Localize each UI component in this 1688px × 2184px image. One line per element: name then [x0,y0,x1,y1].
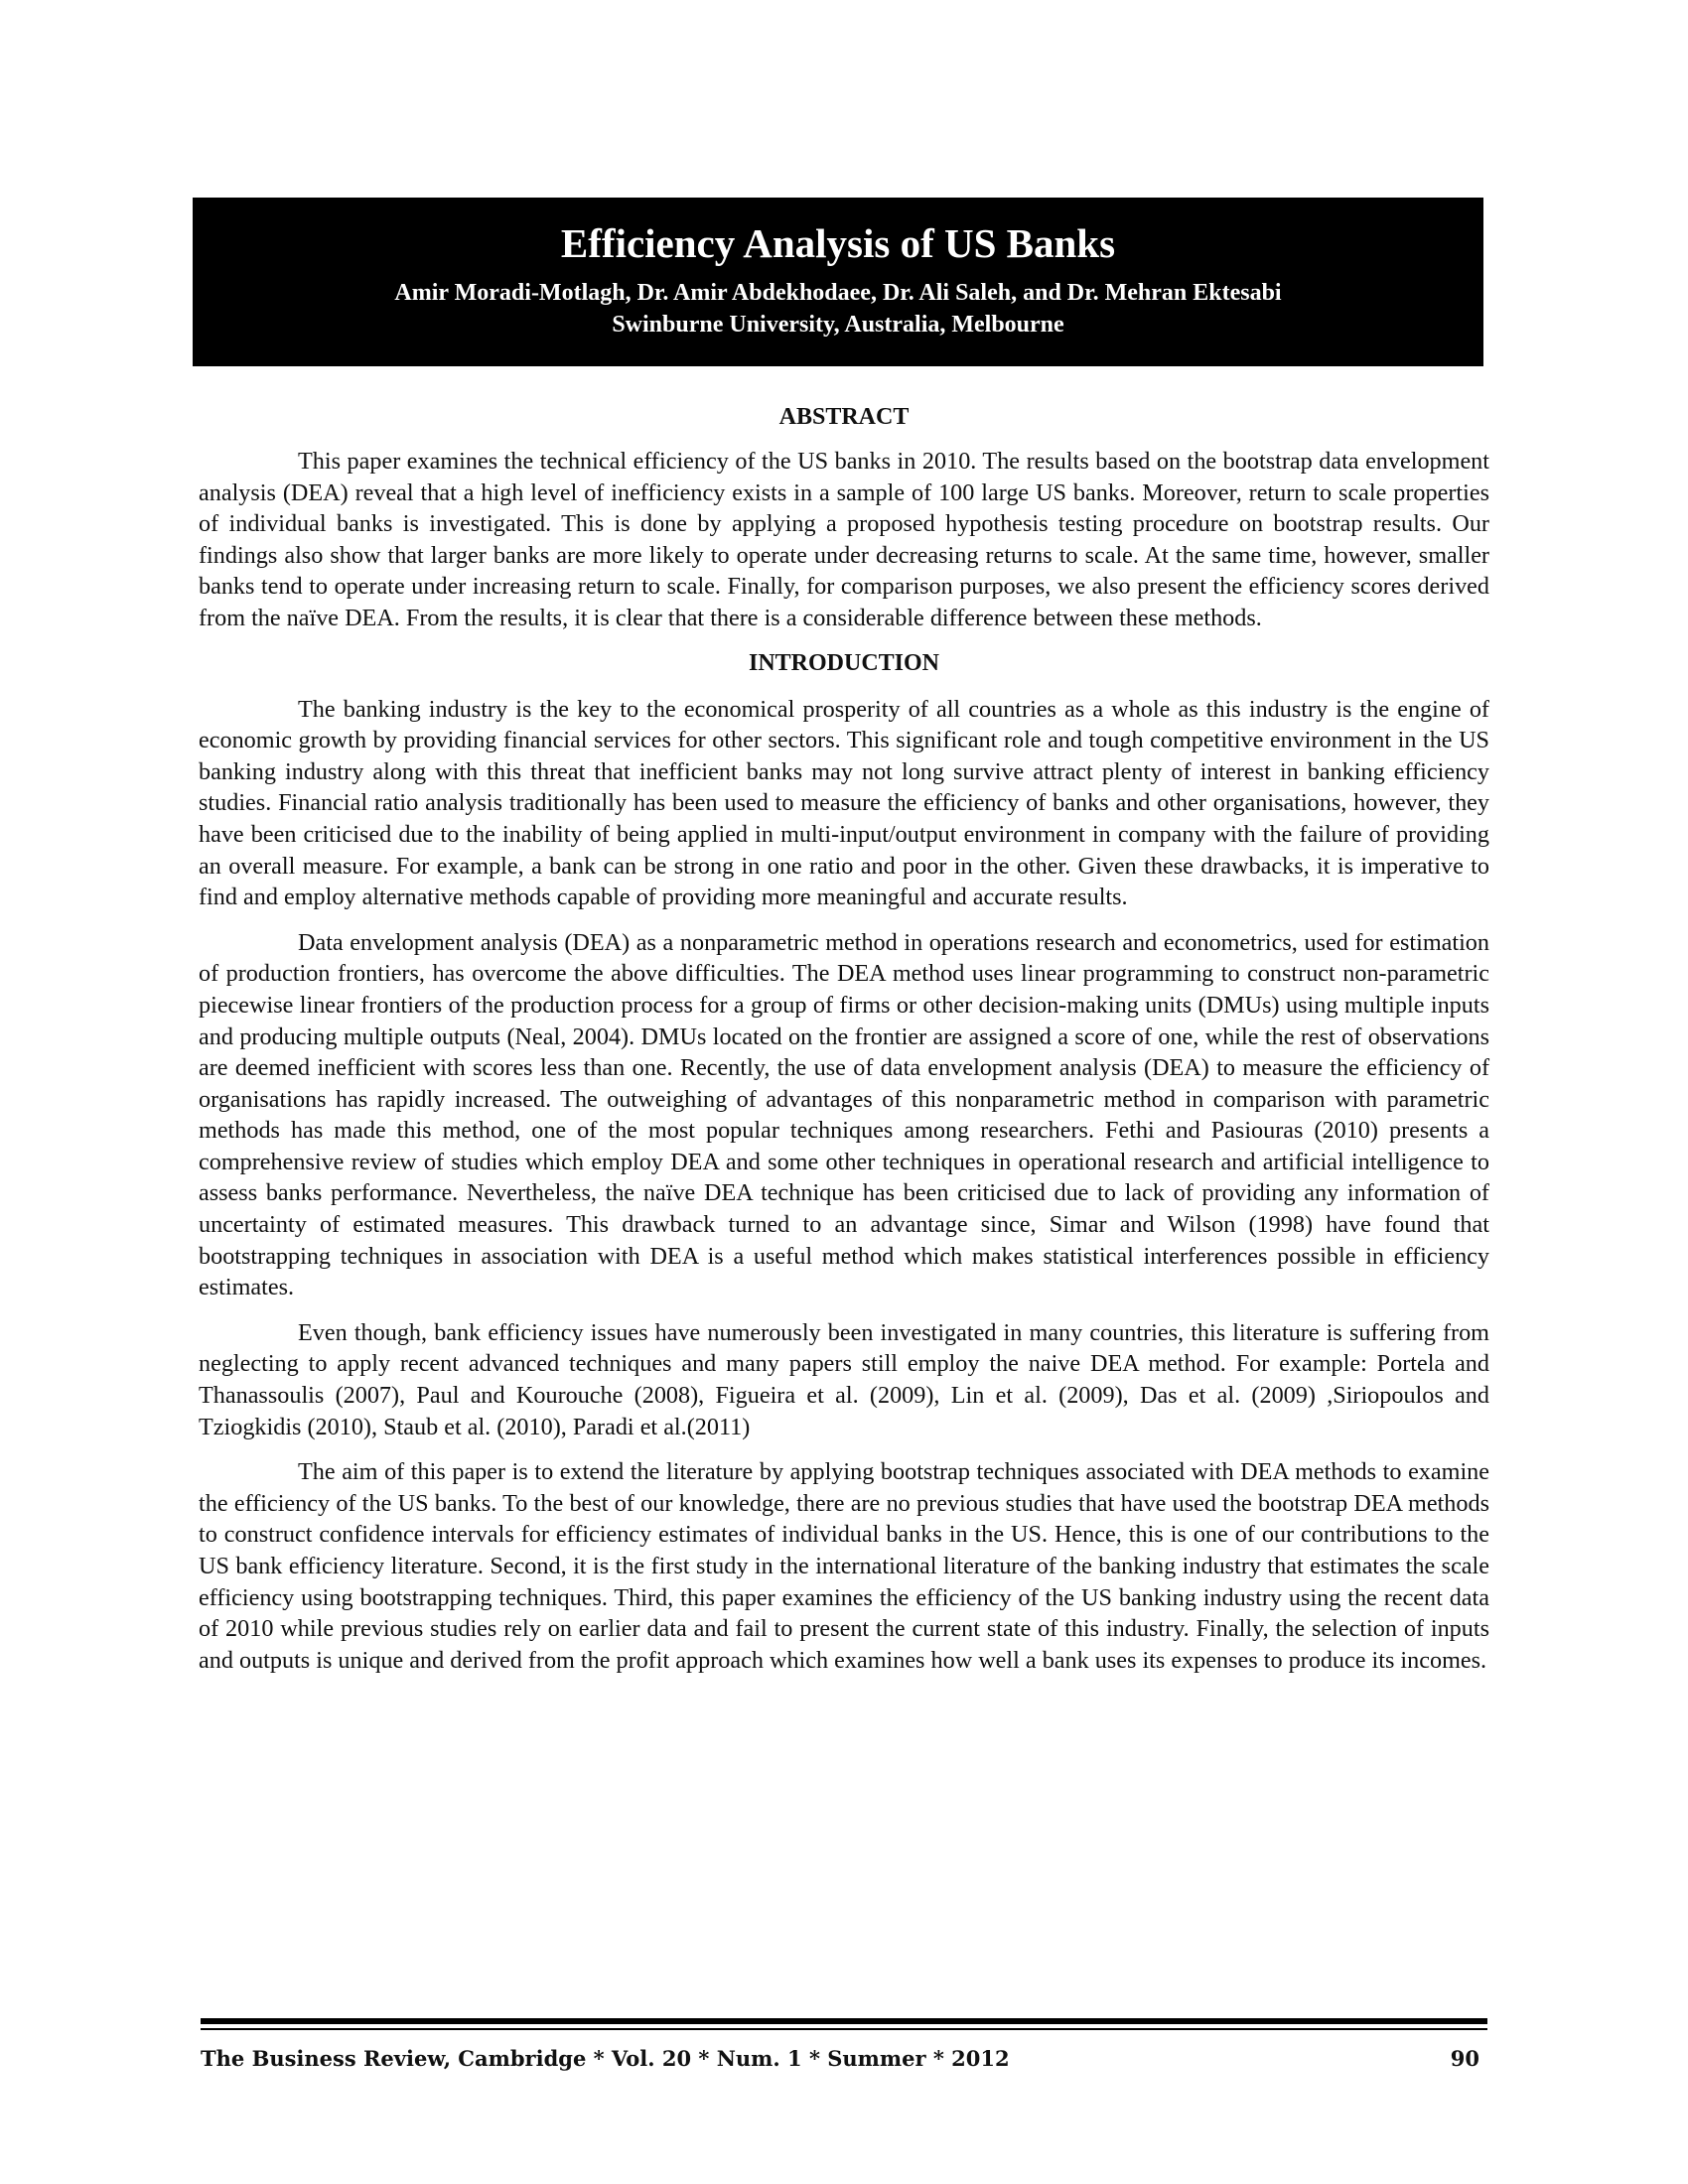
page-number: 90 [1450,2046,1479,2071]
article-body [199,402,1489,1676]
intro-paragraph-2: Data envelopment analysis (DEA) as a nonparametric method in operations research and econometrics, used for estimation of production frontiers, has overcome the above difficulties. The DEA method uses linear programming to construct non-parametric piecewise linear frontiers of the production process for a group of firms or other decision-making units (DMUs) using multiple inputs and producing multiple outputs (Neal, 2004). DMUs located on the frontier are assigned a score of one, while the rest of observations are deemed inefficient with scores less than one. Recently, the use of data envelopment analysis (DEA) to measure the efficiency of organisations has rapidly increased. The outweighing of advantages of this nonparametric method in comparison with parametric methods has made this method, one of the most popular techniques among researchers. Fethi and Pasiouras (2010) presents a comprehensive review of studies which employ DEA and some other techniques in operational research and artificial intelligence to assess banks performance. Nevertheless, the naïve DEA technique has been criticised due to lack of providing any information of uncertainty of estimated measures. This drawback turned to an advantage since, Simar and Wilson (1998) have found that bootstrapping techniques in association with DEA is a useful method which makes statistical interferences possible in efficiency estimates. [199,928,1489,1301]
footer-rule-thin [201,2028,1487,2030]
paper-title: Efficiency Analysis of US Banks [560,220,1116,266]
affiliation: Swinburne University, Australia, Melbourne [612,312,1064,338]
journal-citation: The Business Review, Cambridge * Vol. 20 * Num. 1 * Summer * 2012 [201,2046,1010,2071]
title-banner [193,198,1483,366]
intro-paragraph-3: Even though, bank efficiency issues have numerously been investigated in many countries, this literature is suffering from neglecting to apply recent advanced techniques and many papers still employ the naive DEA method. For example: Portela and Thanassoulis (2007), Paul and Kourouche (2008), Figueira et al. (2009), Lin et al. (2009), Das et al. (2009) ,Siriopoulos and Tziogkidis (2010), Staub et al. (2010), Paradi et al.(2011) [199,1318,1489,1440]
footer-rule-thick [201,2018,1487,2024]
introduction-heading: INTRODUCTION [748,649,940,676]
abstract-heading: ABSTRACT [778,404,910,430]
author-list: Amir Moradi-Motlagh, Dr. Amir Abdekhodaee, Dr. Ali Saleh, and Dr. Mehran Ektesabi [394,280,1282,306]
abstract-text: This paper examines the technical efficiency of the US banks in 2010. The results based on the bootstrap data envelopment analysis (DEA) reveal that a high level of inefficiency exists in a sample of 100 large US banks. Moreover, return to scale properties of individual banks is investigated. This is done by applying a proposed hypothesis testing procedure on bootstrap results. Our findings also show that larger banks are more likely to operate under decreasing returns to scale. At the same time, however, smaller banks tend to operate under increasing return to scale. Finally, for comparison purposes, we also present the efficiency scores derived from the naïve DEA. From the results, it is clear that there is a considerable difference between these methods. [199,448,1489,631]
intro-paragraph-4: The aim of this paper is to extend the literature by applying bootstrap techniques associated with DEA methods to examine the efficiency of the US banks. To the best of our knowledge, there are no previous studies that have used the bootstrap DEA methods to construct confidence intervals for efficiency estimates of individual banks in the US. Hence, this is one of our contributions to the US bank efficiency literature. Second, it is the first study in the international literature of the banking industry that estimates the scale efficiency using bootstrapping techniques. Third, this paper examines the efficiency of the US banking industry using the recent data of 2010 while previous studies rely on earlier data and fail to present the current state of this industry. Finally, the selection of inputs and outputs is unique and derived from the profit approach which examines how well a bank uses its expenses to produce its incomes. [199,1458,1489,1674]
intro-paragraph-1: The banking industry is the key to the economical prosperity of all countries as a whole as this industry is the engine of economic growth by providing financial services for other sectors. This significant role and tough competitive environment in the US banking industry along with this threat that inefficient banks may not long survive attract plenty of interest in banking efficiency studies. Financial ratio analysis traditionally has been used to measure the efficiency of banks and other organisations, however, they have been criticised due to the inability of being applied in multi-input/output environment in company with the failure of providing an overall measure. For example, a bank can be strong in one ratio and poor in the other. Given these drawbacks, it is imperative to find and employ alternative methods capable of providing more meaningful and accurate results. [199,695,1489,911]
